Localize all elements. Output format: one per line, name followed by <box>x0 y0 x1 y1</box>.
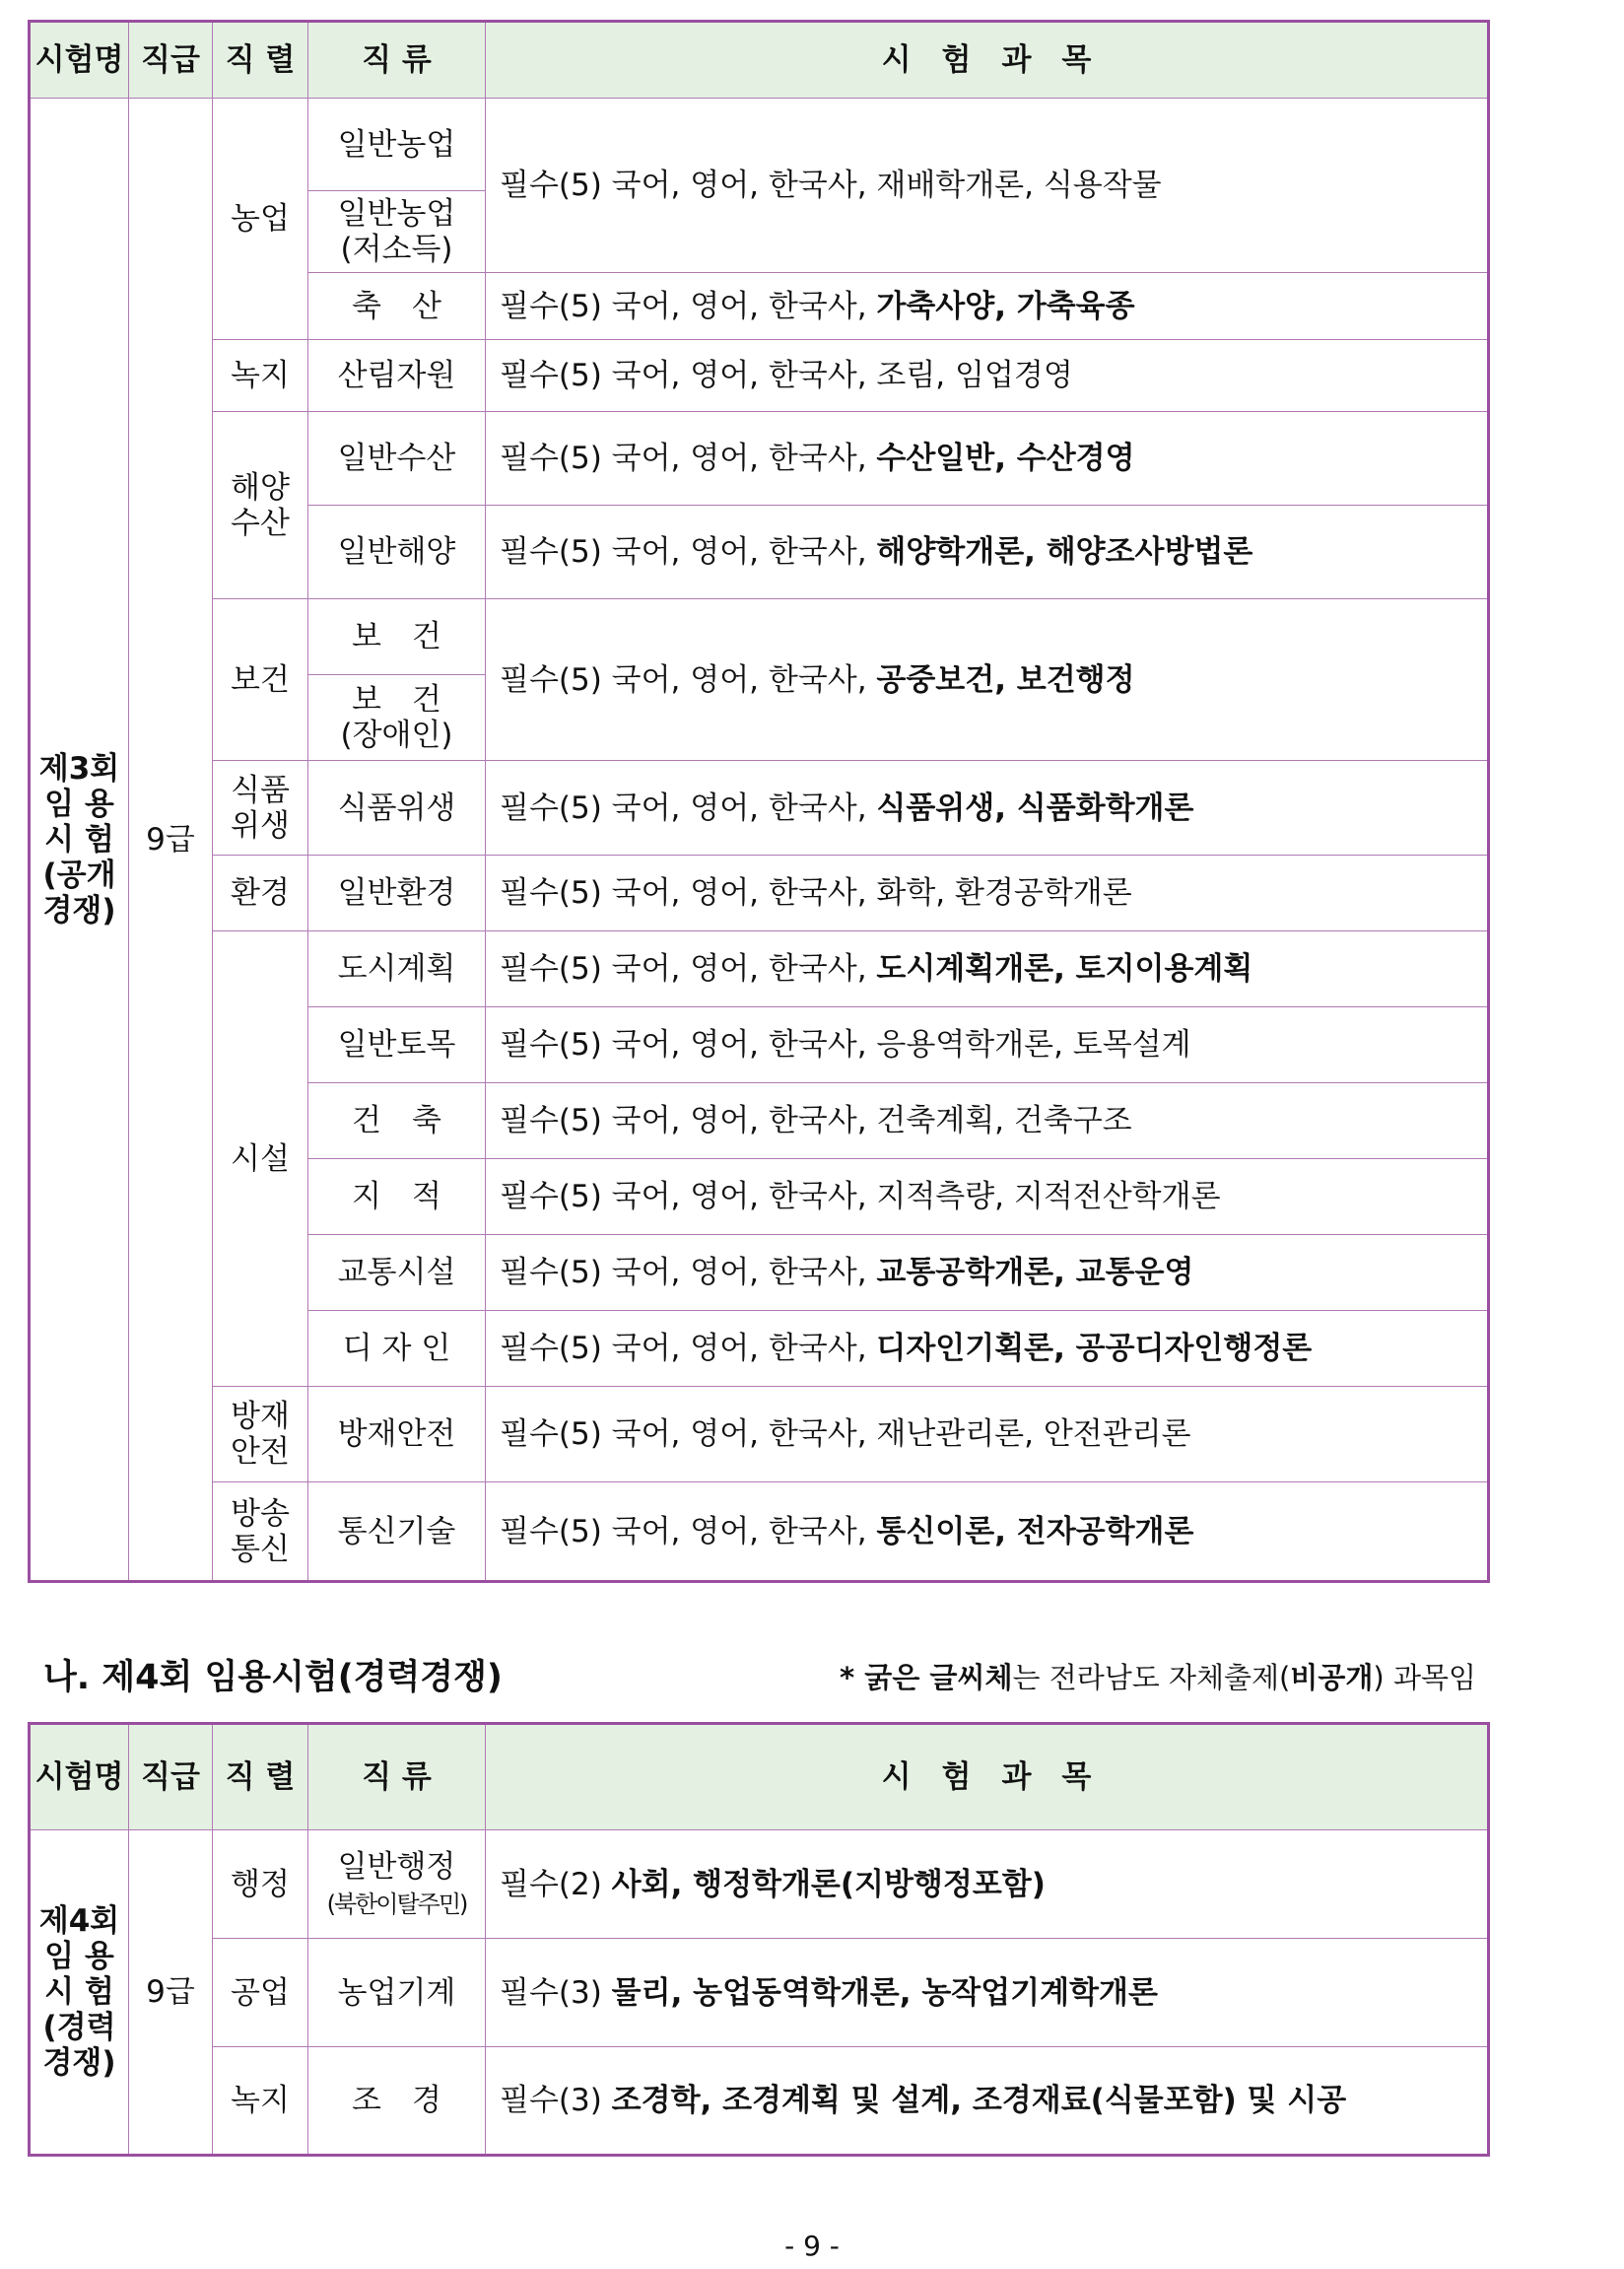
table-row <box>30 99 1489 191</box>
class-cell: 도시계획 <box>308 931 486 1007</box>
class-cell: 산림자원 <box>308 340 486 412</box>
exam-name: 제3회 임 용 시 험 (공개 경쟁) <box>30 99 129 1582</box>
table-row <box>30 340 1489 412</box>
subject-cell: 필수(5) 국어, 영어, 한국사, 재난관리론, 안전관리론 <box>486 1387 1489 1482</box>
table-header <box>30 22 1489 99</box>
class-cell: 보 건 (장애인) <box>308 675 486 761</box>
class-cell: 방재안전 <box>308 1387 486 1482</box>
subject-cell: 필수(5) 국어, 영어, 한국사, 가축사양, 가축육종 <box>486 273 1489 340</box>
series-cell: 공업 <box>213 1939 308 2047</box>
subject-cell: 필수(5) 국어, 영어, 한국사, 재배학개론, 식용작물 <box>486 99 1489 273</box>
legend-note: * 굵은 글씨체는 전라남도 자체출제(비공개) 과목임 <box>840 1661 1476 1694</box>
table-row <box>30 1830 1489 1939</box>
subject-cell: 필수(5) 국어, 영어, 한국사, 통신이론, 전자공학개론 <box>486 1482 1489 1582</box>
subject-cell: 필수(5) 국어, 영어, 한국사, 조림, 임업경영 <box>486 340 1489 412</box>
header-subjects: 시 험 과 목 <box>486 22 1489 99</box>
subject-cell: 필수(3) 조경학, 조경계획 및 설계, 조경재료(식물포함) 및 시공 <box>486 2047 1489 2156</box>
header-exam: 시험명 <box>30 1724 129 1830</box>
subject-cell: 필수(3) 물리, 농업동역학개론, 농작업기계학개론 <box>486 1939 1489 2047</box>
grade-cell: 9급 <box>129 99 213 1582</box>
class-cell: 일반환경 <box>308 856 486 931</box>
series-cell: 환경 <box>213 856 308 931</box>
table-row <box>30 1939 1489 2047</box>
class-cell: 교통시설 <box>308 1235 486 1311</box>
subject-cell: 필수(5) 국어, 영어, 한국사, 화학, 환경공학개론 <box>486 856 1489 931</box>
series-cell: 식품 위생 <box>213 761 308 856</box>
table-row <box>30 761 1489 856</box>
table-row <box>30 599 1489 675</box>
subject-cell: 필수(5) 국어, 영어, 한국사, 식품위생, 식품화학개론 <box>486 761 1489 856</box>
series-cell: 방재 안전 <box>213 1387 308 1482</box>
page-number: - 9 - <box>784 2230 840 2262</box>
subject-cell: 필수(2) 사회, 행정학개론(지방행정포함) <box>486 1830 1489 1939</box>
subject-cell: 필수(5) 국어, 영어, 한국사, 해양학개론, 해양조사방법론 <box>486 506 1489 599</box>
class-cell: 보 건 <box>308 599 486 675</box>
table-row <box>30 1482 1489 1582</box>
header-grade: 직급 <box>129 22 213 99</box>
header-series: 직 렬 <box>213 1724 308 1830</box>
class-cell: 건 축 <box>308 1083 486 1159</box>
series-cell: 해양 수산 <box>213 412 308 599</box>
subject-cell: 필수(5) 국어, 영어, 한국사, 지적측량, 지적전산학개론 <box>486 1159 1489 1235</box>
class-cell: 조 경 <box>308 2047 486 2156</box>
series-cell: 방송 통신 <box>213 1482 308 1582</box>
series-cell: 보건 <box>213 599 308 761</box>
subject-cell: 필수(5) 국어, 영어, 한국사, 교통공학개론, 교통운영 <box>486 1235 1489 1311</box>
subject-cell: 필수(5) 국어, 영어, 한국사, 디자인기획론, 공공디자인행정론 <box>486 1311 1489 1387</box>
table-row <box>30 1387 1489 1482</box>
table-row <box>30 2047 1489 2156</box>
section-title: 나. 제4회 임용시험(경력경쟁) <box>43 1658 503 1697</box>
header-subjects: 시 험 과 목 <box>486 1724 1489 1830</box>
exam-name: 제4회 임 용 시 험 (경력 경쟁) <box>30 1830 129 2156</box>
table-header <box>30 1724 1489 1830</box>
header-exam: 시험명 <box>30 22 129 99</box>
table-row <box>30 856 1489 931</box>
subject-cell: 필수(5) 국어, 영어, 한국사, 응용역학개론, 토목설계 <box>486 1007 1489 1083</box>
grade-cell: 9급 <box>129 1830 213 2156</box>
header-class: 직 류 <box>308 1724 486 1830</box>
exam-table-4th <box>28 1722 1490 2157</box>
class-cell: 일반행정 (북한이탈주민) <box>308 1830 486 1939</box>
class-cell: 식품위생 <box>308 761 486 856</box>
table-row <box>30 412 1489 506</box>
class-cell: 축 산 <box>308 273 486 340</box>
subject-cell: 필수(5) 국어, 영어, 한국사, 도시계획개론, 토지이용계획 <box>486 931 1489 1007</box>
subject-cell: 필수(5) 국어, 영어, 한국사, 건축계획, 건축구조 <box>486 1083 1489 1159</box>
class-cell: 지 적 <box>308 1159 486 1235</box>
class-cell: 일반농업 <box>308 99 486 191</box>
class-cell: 일반해양 <box>308 506 486 599</box>
table-row <box>30 931 1489 1007</box>
series-cell: 행정 <box>213 1830 308 1939</box>
exam-table-3rd <box>28 20 1490 1583</box>
class-cell: 일반토목 <box>308 1007 486 1083</box>
subject-cell: 필수(5) 국어, 영어, 한국사, 수산일반, 수산경영 <box>486 412 1489 506</box>
header-series: 직 렬 <box>213 22 308 99</box>
series-cell: 녹지 <box>213 340 308 412</box>
series-cell: 농업 <box>213 99 308 340</box>
class-cell: 농업기계 <box>308 1939 486 2047</box>
class-cell: 일반농업 (저소득) <box>308 191 486 273</box>
subject-cell: 필수(5) 국어, 영어, 한국사, 공중보건, 보건행정 <box>486 599 1489 761</box>
class-cell: 일반수산 <box>308 412 486 506</box>
class-cell: 통신기술 <box>308 1482 486 1582</box>
series-cell: 시설 <box>213 931 308 1387</box>
header-class: 직 류 <box>308 22 486 99</box>
header-grade: 직급 <box>129 1724 213 1830</box>
series-cell: 녹지 <box>213 2047 308 2156</box>
class-cell: 디 자 인 <box>308 1311 486 1387</box>
